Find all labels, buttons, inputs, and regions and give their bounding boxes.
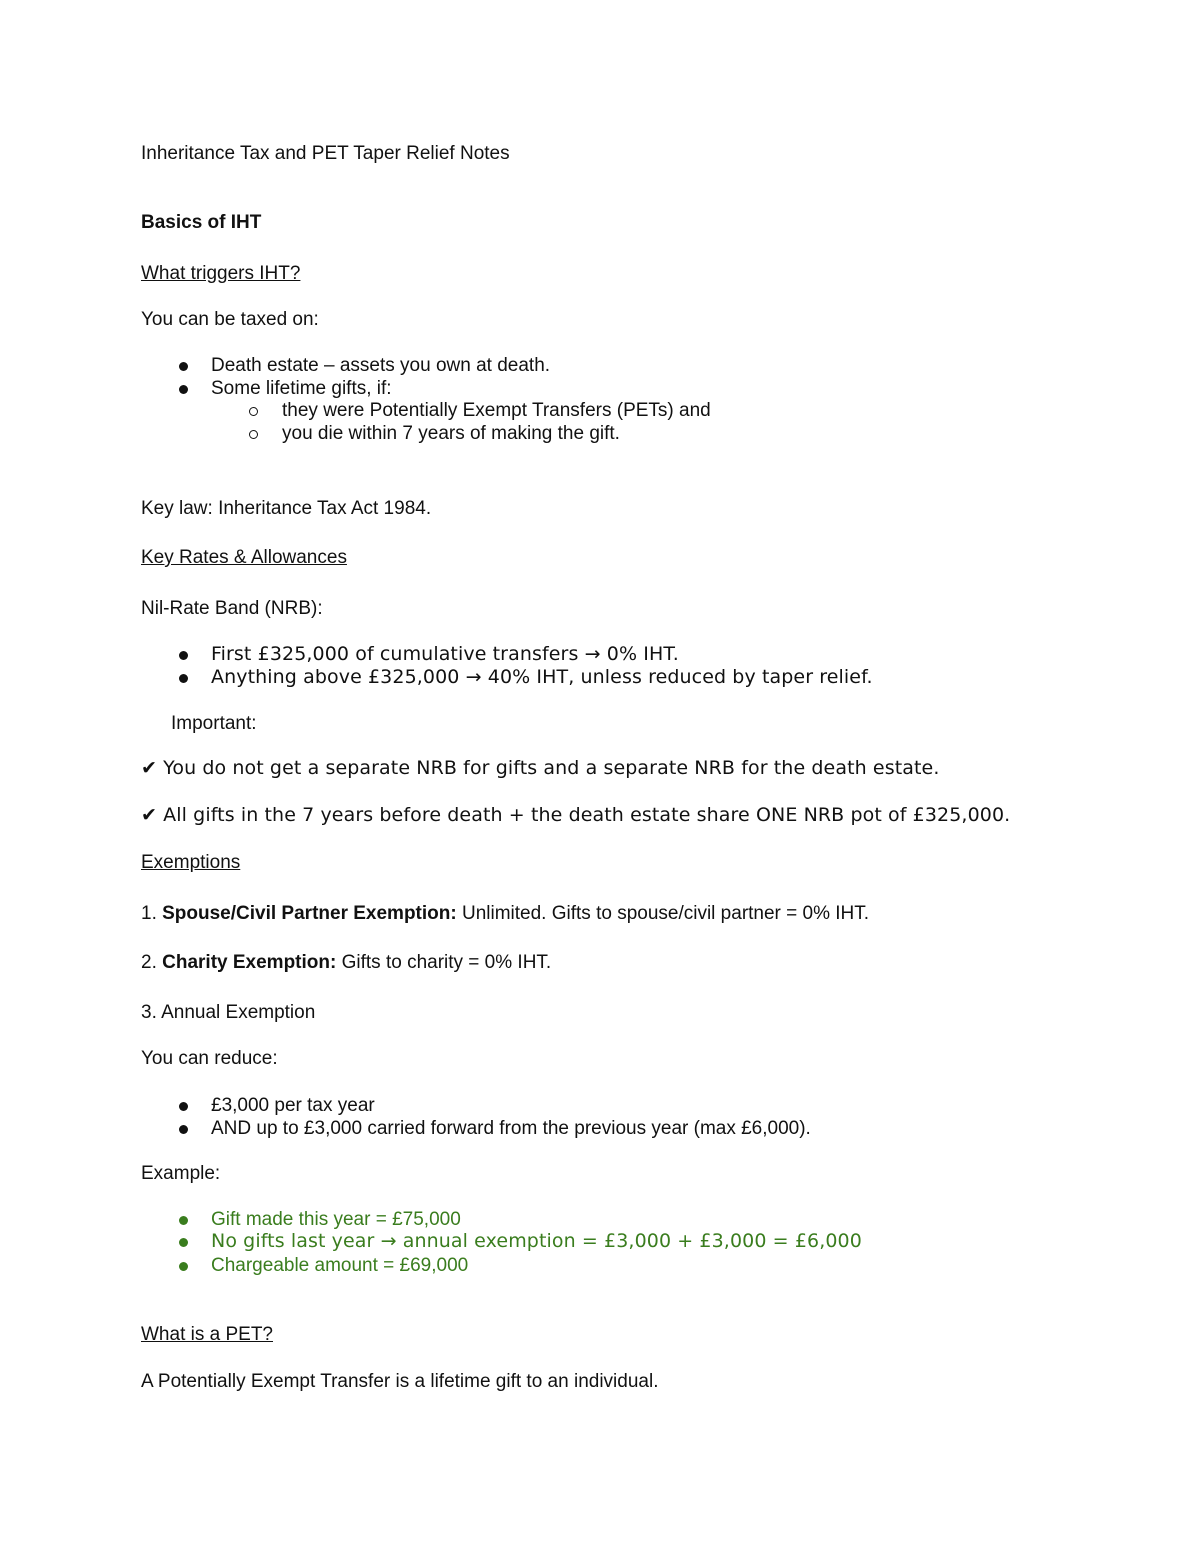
subheading-what-triggers: What triggers IHT? bbox=[141, 263, 301, 284]
bullet-icon bbox=[179, 1262, 188, 1271]
section-heading-basics: Basics of IHT bbox=[141, 212, 262, 233]
bullet-icon bbox=[179, 1102, 188, 1111]
important-label: Important: bbox=[171, 713, 257, 734]
subheading-key-rates: Key Rates & Allowances bbox=[141, 547, 347, 568]
bullet-icon bbox=[179, 362, 188, 371]
annual-exemption-heading: 3. Annual Exemption bbox=[141, 1002, 316, 1023]
check-note: ✔ You do not get a separate NRB for gifts and a separate NRB for the death estate. bbox=[141, 757, 940, 779]
document-title: Inheritance Tax and PET Taper Relief Notes bbox=[141, 143, 510, 164]
example-label: Example: bbox=[141, 1163, 221, 1184]
check-note: ✔ All gifts in the 7 years before death + the death estate share ONE NRB pot of £325,000. bbox=[141, 804, 1011, 826]
subheading-what-is-pet: What is a PET? bbox=[141, 1324, 273, 1345]
nrb-label: Nil-Rate Band (NRB): bbox=[141, 598, 323, 619]
exemption-item: 1. Spouse/Civil Partner Exemption: Unlimited. Gifts to spouse/civil partner = 0% IHT. bbox=[141, 903, 870, 924]
hollow-bullet-icon bbox=[249, 407, 258, 416]
reduce-intro: You can reduce: bbox=[141, 1048, 278, 1069]
taxed-on-intro: You can be taxed on: bbox=[141, 309, 319, 330]
bullet-icon bbox=[179, 1216, 188, 1225]
exemption-item: 2. Charity Exemption: Gifts to charity = 0% IHT. bbox=[141, 952, 552, 973]
hollow-bullet-icon bbox=[249, 430, 258, 439]
subheading-exemptions: Exemptions bbox=[141, 852, 241, 873]
key-law: Key law: Inheritance Tax Act 1984. bbox=[141, 498, 432, 519]
bullet-icon bbox=[179, 385, 188, 394]
bullet-icon bbox=[179, 1125, 188, 1134]
bullet-icon bbox=[179, 674, 188, 683]
pet-definition: A Potentially Exempt Transfer is a lifetime gift to an individual. bbox=[141, 1371, 659, 1392]
bullet-icon bbox=[179, 1238, 188, 1247]
bullet-icon bbox=[179, 651, 188, 660]
document-page: Inheritance Tax and PET Taper Relief Notes Basics of IHT What triggers IHT? You can be taxed on: Death estate – assets you own at death. Some lifetime gifts, if: they were Potentially Exempt Transfers (PETs) and you die within 7 years of making the gift. Key law: Inheritance Tax Act 1984. Key Rates & Allowances Nil-Rate Band (NRB): First £325,000 of cumulative transfers → 0% IHT. Anything above £325,000 → 40% IHT, unless reduced by taper relief. Important: ✔ You do not get a separate NRB for gifts and a separate NRB for the death estate. ✔ All gifts in the 7 years before death + the death estate share ONE NRB pot of £325,000. Exemptions 1. Spouse/Civil Partner Exemption: Unlimited. Gifts to spouse/civil partner = 0% IHT. 2. Charity Exemption: Gifts to charity = 0% IHT. 3. Annual Exemption You can reduce: £3,000 per tax year AND up to £3,000 carried forward from the previous year (max £6,000). Example: Gift made this year = £75,000 No gifts last year → annual exemption = £3,000 + £3,000 = £6,000 Chargeable amount = £69,000 What is a PET? A Potentially Exempt Transfer is a lifetime gift to an individual. bbox=[141, 143, 1011, 1392]
